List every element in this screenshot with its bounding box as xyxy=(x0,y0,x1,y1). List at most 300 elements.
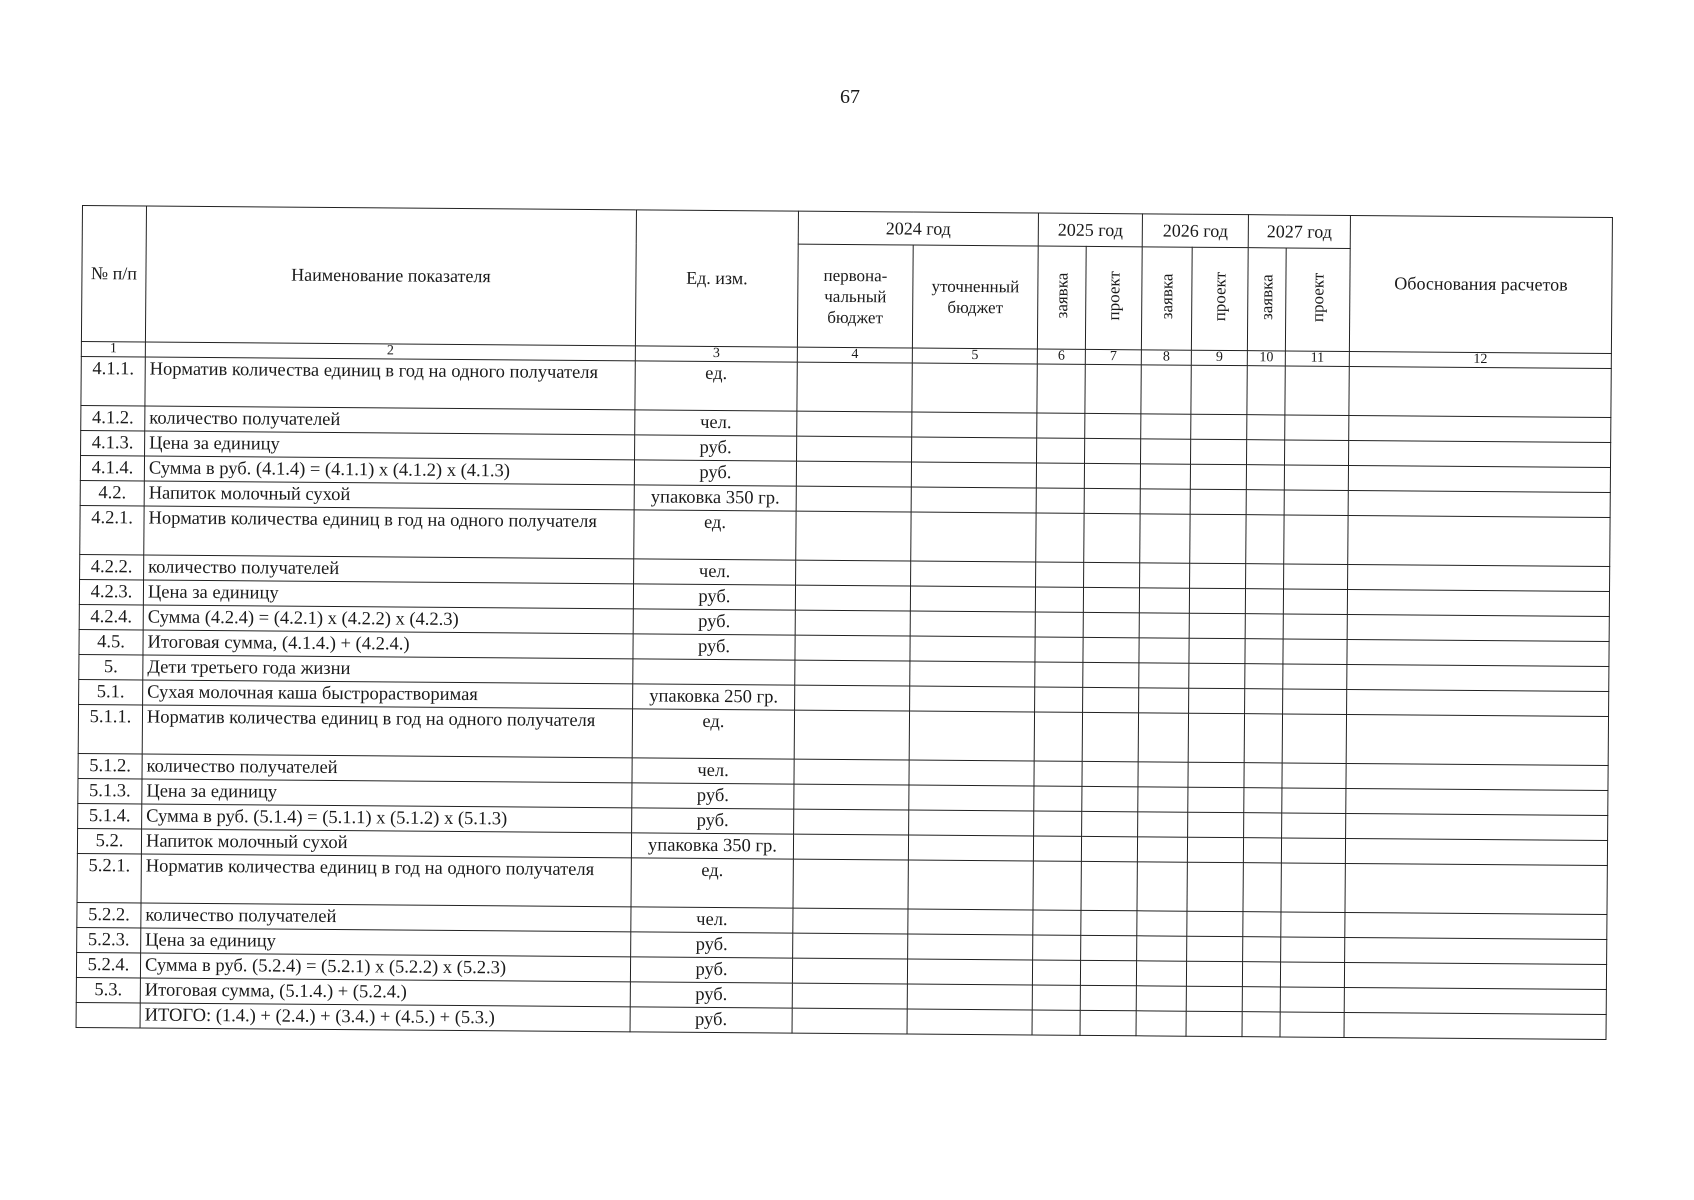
row-number xyxy=(76,1002,140,1028)
empty-value-cell xyxy=(1035,612,1083,637)
row-indicator-name: количество получателей xyxy=(144,555,634,584)
header-2027-project: проект xyxy=(1285,248,1350,351)
empty-value-cell xyxy=(1243,863,1281,912)
empty-value-cell xyxy=(1246,564,1284,589)
empty-value-cell xyxy=(1138,812,1188,837)
empty-value-cell xyxy=(1081,861,1137,910)
empty-value-cell xyxy=(794,710,909,760)
empty-value-cell xyxy=(1036,513,1084,562)
column-number: 1 xyxy=(81,341,145,357)
header-num: № п/п xyxy=(81,206,146,342)
empty-value-cell xyxy=(794,784,909,810)
empty-value-cell xyxy=(1034,761,1082,786)
header-2026-request: заявка xyxy=(1141,247,1192,350)
empty-value-cell xyxy=(1284,465,1348,491)
row-unit: руб. xyxy=(633,609,795,635)
empty-value-cell xyxy=(1081,910,1137,935)
empty-value-cell xyxy=(1246,465,1284,490)
empty-value-cell xyxy=(1189,688,1245,713)
column-number: 5 xyxy=(912,348,1037,364)
empty-value-cell xyxy=(1344,987,1606,1014)
table-body xyxy=(76,356,1611,1039)
header-2025-request: заявка xyxy=(1037,246,1086,349)
header-2027-request: заявка xyxy=(1247,248,1286,351)
empty-value-cell xyxy=(1284,564,1348,590)
column-number: 9 xyxy=(1191,350,1247,365)
row-unit: упаковка 350 гр. xyxy=(634,485,796,511)
empty-value-cell xyxy=(1033,935,1081,960)
header-year-2027: 2027 год xyxy=(1248,215,1350,249)
empty-value-cell xyxy=(792,1008,907,1034)
empty-value-cell xyxy=(1280,1012,1344,1038)
row-unit: чел. xyxy=(632,758,794,784)
empty-value-cell xyxy=(1344,962,1606,989)
empty-value-cell xyxy=(1083,612,1139,637)
row-indicator-name: Сумма в руб. (4.1.4) = (4.1.1) х (4.1.2) х (4.1.3) xyxy=(144,456,634,485)
empty-value-cell xyxy=(1137,911,1187,936)
header-year-2025: 2025 год xyxy=(1038,213,1142,247)
empty-value-cell xyxy=(1189,663,1245,688)
empty-value-cell xyxy=(1282,788,1346,814)
row-indicator-name: количество получателей xyxy=(142,754,632,783)
empty-value-cell xyxy=(1136,1011,1186,1036)
empty-value-cell xyxy=(1345,937,1607,964)
empty-value-cell xyxy=(911,462,1036,488)
row-indicator-name: Напиток молочный сухой xyxy=(144,481,634,510)
header-name: Наименование показателя xyxy=(145,206,636,346)
empty-value-cell xyxy=(1139,613,1189,638)
empty-value-cell xyxy=(797,362,912,412)
empty-value-cell xyxy=(1035,587,1083,612)
empty-value-cell xyxy=(1282,813,1346,839)
empty-value-cell xyxy=(1186,986,1242,1011)
row-number: 5.1.4. xyxy=(78,803,142,829)
empty-value-cell xyxy=(1084,562,1140,587)
empty-value-cell xyxy=(908,860,1033,910)
empty-value-cell xyxy=(1139,663,1189,688)
empty-value-cell xyxy=(1141,365,1191,414)
column-number: 4 xyxy=(797,347,912,363)
empty-value-cell xyxy=(1280,962,1344,988)
empty-value-cell xyxy=(1140,464,1190,489)
empty-value-cell xyxy=(1080,1010,1136,1035)
empty-value-cell xyxy=(1080,960,1136,985)
row-unit: упаковка 250 гр. xyxy=(633,684,795,710)
empty-value-cell xyxy=(1283,639,1347,665)
empty-value-cell xyxy=(793,933,908,959)
empty-value-cell xyxy=(1345,912,1607,939)
empty-value-cell xyxy=(1082,811,1138,836)
empty-value-cell xyxy=(1284,490,1348,516)
row-unit: чел. xyxy=(631,907,793,933)
empty-value-cell xyxy=(1189,613,1245,638)
empty-value-cell xyxy=(1140,489,1190,514)
row-unit: руб. xyxy=(630,1007,792,1033)
empty-value-cell xyxy=(1191,365,1247,414)
empty-value-cell xyxy=(1188,713,1244,762)
row-indicator-name: количество получателей xyxy=(141,903,631,932)
empty-value-cell xyxy=(1245,614,1283,639)
empty-value-cell xyxy=(1285,366,1349,416)
row-number: 5.2.1. xyxy=(77,853,141,903)
empty-value-cell xyxy=(1283,614,1347,640)
row-number: 5.2.4. xyxy=(76,952,140,978)
empty-value-cell xyxy=(1190,464,1246,489)
empty-value-cell xyxy=(911,561,1036,587)
header-justification: Обоснования расчетов xyxy=(1349,215,1612,353)
empty-value-cell xyxy=(1283,589,1347,615)
empty-value-cell xyxy=(910,686,1035,712)
empty-value-cell xyxy=(1084,488,1140,513)
empty-value-cell xyxy=(1246,515,1284,564)
empty-value-cell xyxy=(1187,936,1243,961)
empty-value-cell xyxy=(795,660,910,686)
empty-value-cell xyxy=(1037,438,1085,463)
empty-value-cell xyxy=(1348,564,1610,591)
empty-value-cell xyxy=(1347,589,1609,616)
empty-value-cell xyxy=(1032,1010,1080,1035)
row-indicator-name: Сумма (4.2.4) = (4.2.1) х (4.2.2) х (4.2.3) xyxy=(143,605,633,634)
empty-value-cell xyxy=(1345,838,1607,865)
empty-value-cell xyxy=(912,437,1037,463)
row-number: 5.1.2. xyxy=(78,753,142,779)
empty-value-cell xyxy=(912,363,1037,413)
row-number: 4.5. xyxy=(79,629,143,655)
empty-value-cell xyxy=(908,909,1033,935)
empty-value-cell xyxy=(1083,687,1139,712)
empty-value-cell xyxy=(1282,714,1346,764)
row-number: 5.2.3. xyxy=(77,927,141,953)
empty-value-cell xyxy=(1036,488,1084,513)
row-indicator-name: Норматив количества единиц в год на одного получателя xyxy=(142,705,632,758)
empty-value-cell xyxy=(1247,415,1285,440)
row-indicator-name: Норматив количества единиц в год на одного получателя xyxy=(144,506,634,559)
empty-value-cell xyxy=(1346,763,1608,790)
empty-value-cell xyxy=(1084,513,1140,562)
row-indicator-name: Дети третьего года жизни xyxy=(143,655,633,684)
empty-value-cell xyxy=(1243,838,1281,863)
column-number: 7 xyxy=(1085,349,1141,364)
empty-value-cell xyxy=(1136,961,1186,986)
empty-value-cell xyxy=(1282,763,1346,789)
empty-value-cell xyxy=(1188,812,1244,837)
row-number: 5.3. xyxy=(76,977,140,1003)
empty-value-cell xyxy=(1082,712,1138,761)
empty-value-cell xyxy=(1138,762,1188,787)
empty-value-cell xyxy=(793,908,908,934)
empty-value-cell xyxy=(909,760,1034,786)
column-number: 2 xyxy=(145,342,635,361)
header-2025-project: проект xyxy=(1085,246,1142,349)
row-indicator-name: Сумма в руб. (5.1.4) = (5.1.1) х (5.1.2) х (5.1.3) xyxy=(142,804,632,833)
empty-value-cell xyxy=(1346,714,1608,765)
empty-value-cell xyxy=(1281,912,1345,938)
header-2024-revised-budget: уточненный бюджет xyxy=(912,245,1038,349)
empty-value-cell xyxy=(1036,562,1084,587)
empty-value-cell xyxy=(1244,714,1282,763)
empty-value-cell xyxy=(1190,563,1246,588)
row-indicator-name: ИТОГО: (1.4.) + (2.4.) + (3.4.) + (4.5.) + (5.3.) xyxy=(140,1003,630,1032)
empty-value-cell xyxy=(910,661,1035,687)
empty-value-cell xyxy=(1189,638,1245,663)
empty-value-cell xyxy=(796,486,911,512)
empty-value-cell xyxy=(1285,415,1349,441)
empty-value-cell xyxy=(796,461,911,487)
empty-value-cell xyxy=(1083,662,1139,687)
empty-value-cell xyxy=(1284,515,1348,565)
empty-value-cell xyxy=(1138,713,1188,762)
column-number: 6 xyxy=(1037,349,1085,364)
row-indicator-name: Сухая молочная каша быстрорастворимая xyxy=(143,680,633,709)
empty-value-cell xyxy=(908,934,1033,960)
empty-value-cell xyxy=(1188,787,1244,812)
empty-value-cell xyxy=(1080,985,1136,1010)
empty-value-cell xyxy=(1187,862,1243,911)
empty-value-cell xyxy=(1349,440,1611,467)
empty-value-cell xyxy=(1191,439,1247,464)
empty-value-cell xyxy=(792,958,907,984)
row-number: 4.2. xyxy=(80,480,144,506)
empty-value-cell xyxy=(1247,366,1285,415)
empty-value-cell xyxy=(1285,440,1349,466)
empty-value-cell xyxy=(907,959,1032,985)
row-unit: чел. xyxy=(635,410,797,436)
budget-table xyxy=(76,205,1613,1040)
empty-value-cell xyxy=(1138,787,1188,812)
empty-value-cell xyxy=(1346,788,1608,815)
row-indicator-name: Норматив количества единиц в год на одного получателя xyxy=(141,854,631,907)
row-unit xyxy=(633,659,795,685)
empty-value-cell xyxy=(795,685,910,711)
empty-value-cell xyxy=(1032,985,1080,1010)
empty-value-cell xyxy=(1139,688,1189,713)
empty-value-cell xyxy=(1082,786,1138,811)
empty-value-cell xyxy=(796,560,911,586)
empty-value-cell xyxy=(1190,489,1246,514)
empty-value-cell xyxy=(1037,364,1085,413)
empty-value-cell xyxy=(1348,465,1610,492)
empty-value-cell xyxy=(1347,639,1609,666)
row-number: 4.2.2. xyxy=(80,554,144,580)
empty-value-cell xyxy=(1246,490,1284,515)
empty-value-cell xyxy=(1034,712,1082,761)
row-number: 4.2.3. xyxy=(79,579,143,605)
empty-value-cell xyxy=(1139,638,1189,663)
empty-value-cell xyxy=(1244,788,1282,813)
row-indicator-name: Напиток молочный сухой xyxy=(141,829,631,858)
empty-value-cell xyxy=(1348,515,1610,566)
row-unit: руб. xyxy=(632,783,794,809)
header-2026-project: проект xyxy=(1191,247,1248,350)
column-number: 11 xyxy=(1285,351,1349,367)
row-unit: ед. xyxy=(635,361,797,411)
empty-value-cell xyxy=(1346,813,1608,840)
empty-value-cell xyxy=(1081,935,1137,960)
column-number: 12 xyxy=(1349,351,1611,368)
empty-value-cell xyxy=(1347,664,1609,691)
row-number: 4.1.3. xyxy=(81,430,145,456)
row-number: 4.2.4. xyxy=(79,604,143,630)
row-unit: руб. xyxy=(634,460,796,486)
empty-value-cell xyxy=(1243,912,1281,937)
empty-value-cell xyxy=(1082,761,1138,786)
column-number: 8 xyxy=(1141,350,1191,365)
row-unit: руб. xyxy=(635,435,797,461)
empty-value-cell xyxy=(1186,1011,1242,1036)
empty-value-cell xyxy=(1242,987,1280,1012)
empty-value-cell xyxy=(1245,589,1283,614)
row-indicator-name: Цена за единицу xyxy=(145,431,635,460)
empty-value-cell xyxy=(794,759,909,785)
row-indicator-name: Норматив количества единиц в год на одного получателя xyxy=(145,357,635,410)
empty-value-cell xyxy=(1137,936,1187,961)
empty-value-cell xyxy=(792,983,907,1009)
empty-value-cell xyxy=(1243,937,1281,962)
empty-value-cell xyxy=(1033,910,1081,935)
row-indicator-name: Цена за единицу xyxy=(141,928,631,957)
empty-value-cell xyxy=(1242,962,1280,987)
empty-value-cell xyxy=(1187,837,1243,862)
empty-value-cell xyxy=(1140,514,1190,563)
empty-value-cell xyxy=(1348,490,1610,517)
empty-value-cell xyxy=(795,585,910,611)
empty-value-cell xyxy=(1033,861,1081,910)
empty-value-cell xyxy=(1281,863,1345,913)
row-number: 5.1.1. xyxy=(78,704,142,754)
row-unit: руб. xyxy=(631,932,793,958)
empty-value-cell xyxy=(1085,364,1141,413)
empty-value-cell xyxy=(1139,588,1189,613)
column-number: 10 xyxy=(1247,351,1285,366)
row-indicator-name: Итоговая сумма, (4.1.4.) + (4.2.4.) xyxy=(143,630,633,659)
row-indicator-name: Сумма в руб. (5.2.4) = (5.2.1) х (5.2.2) х (5.2.3) xyxy=(140,953,630,982)
row-indicator-name: Цена за единицу xyxy=(142,779,632,808)
empty-value-cell xyxy=(1245,639,1283,664)
row-number: 5. xyxy=(79,654,143,680)
page-number: 67 xyxy=(840,86,860,108)
empty-value-cell xyxy=(1247,440,1285,465)
empty-value-cell xyxy=(1191,414,1247,439)
row-indicator-name: Итоговая сумма, (5.1.4.) + (5.2.4.) xyxy=(140,978,630,1007)
empty-value-cell xyxy=(1189,588,1245,613)
empty-value-cell xyxy=(1137,862,1187,911)
empty-value-cell xyxy=(1081,836,1137,861)
row-unit: ед. xyxy=(632,709,794,759)
empty-value-cell xyxy=(1347,614,1609,641)
empty-value-cell xyxy=(909,711,1034,761)
empty-value-cell xyxy=(1032,960,1080,985)
row-indicator-name: количество получателей xyxy=(145,406,635,435)
empty-value-cell xyxy=(1083,637,1139,662)
empty-value-cell xyxy=(1281,937,1345,963)
empty-value-cell xyxy=(1033,836,1081,861)
empty-value-cell xyxy=(911,487,1036,513)
empty-value-cell xyxy=(1349,415,1611,442)
row-unit: руб. xyxy=(632,808,794,834)
empty-value-cell xyxy=(908,835,1033,861)
column-number: 3 xyxy=(635,346,797,362)
empty-value-cell xyxy=(1349,366,1611,417)
empty-value-cell xyxy=(1034,811,1082,836)
row-unit: руб. xyxy=(633,634,795,660)
empty-value-cell xyxy=(1345,863,1607,914)
empty-value-cell xyxy=(1141,414,1191,439)
row-number: 4.2.1. xyxy=(80,505,144,555)
empty-value-cell xyxy=(1187,911,1243,936)
empty-value-cell xyxy=(909,810,1034,836)
empty-value-cell xyxy=(907,1009,1032,1035)
budget-table-container xyxy=(76,205,1612,1040)
empty-value-cell xyxy=(1244,763,1282,788)
empty-value-cell xyxy=(1186,961,1242,986)
row-number: 5.2.2. xyxy=(77,902,141,928)
empty-value-cell xyxy=(1244,813,1282,838)
empty-value-cell xyxy=(1035,637,1083,662)
empty-value-cell xyxy=(1085,438,1141,463)
row-number: 4.1.4. xyxy=(80,455,144,481)
empty-value-cell xyxy=(1084,463,1140,488)
empty-value-cell xyxy=(797,411,912,437)
empty-value-cell xyxy=(1281,838,1345,864)
row-unit: руб. xyxy=(633,584,795,610)
empty-value-cell xyxy=(1283,664,1347,690)
row-number: 5.1. xyxy=(79,679,143,705)
empty-value-cell xyxy=(1137,837,1187,862)
empty-value-cell xyxy=(1034,786,1082,811)
empty-value-cell xyxy=(793,859,908,909)
empty-value-cell xyxy=(1242,1012,1280,1037)
empty-value-cell xyxy=(1245,689,1283,714)
empty-value-cell xyxy=(1037,413,1085,438)
empty-value-cell xyxy=(794,809,909,835)
empty-value-cell xyxy=(1035,687,1083,712)
empty-value-cell xyxy=(909,785,1034,811)
empty-value-cell xyxy=(1190,514,1246,563)
row-number: 5.1.3. xyxy=(78,778,142,804)
row-indicator-name: Цена за единицу xyxy=(143,580,633,609)
empty-value-cell xyxy=(793,834,908,860)
empty-value-cell xyxy=(1035,662,1083,687)
empty-value-cell xyxy=(910,636,1035,662)
empty-value-cell xyxy=(1141,439,1191,464)
row-unit: ед. xyxy=(631,858,793,908)
empty-value-cell xyxy=(1085,413,1141,438)
row-number: 4.1.2. xyxy=(81,405,145,431)
empty-value-cell xyxy=(907,984,1032,1010)
empty-value-cell xyxy=(795,610,910,636)
row-unit: руб. xyxy=(630,957,792,983)
empty-value-cell xyxy=(1347,689,1609,716)
empty-value-cell xyxy=(1136,986,1186,1011)
row-unit: чел. xyxy=(634,559,796,585)
empty-value-cell xyxy=(1245,664,1283,689)
row-unit: упаковка 350 гр. xyxy=(631,833,793,859)
empty-value-cell xyxy=(1280,987,1344,1013)
empty-value-cell xyxy=(796,511,911,561)
empty-value-cell xyxy=(1083,587,1139,612)
empty-value-cell xyxy=(1344,1012,1606,1039)
empty-value-cell xyxy=(911,512,1036,562)
empty-value-cell xyxy=(1036,463,1084,488)
row-number: 5.2. xyxy=(77,828,141,854)
empty-value-cell xyxy=(910,586,1035,612)
empty-value-cell xyxy=(1283,689,1347,715)
row-number: 4.1.1. xyxy=(81,356,145,406)
header-unit: Ед. изм. xyxy=(635,210,798,347)
empty-value-cell xyxy=(1188,762,1244,787)
row-unit: ед. xyxy=(634,510,796,560)
empty-value-cell xyxy=(1140,563,1190,588)
